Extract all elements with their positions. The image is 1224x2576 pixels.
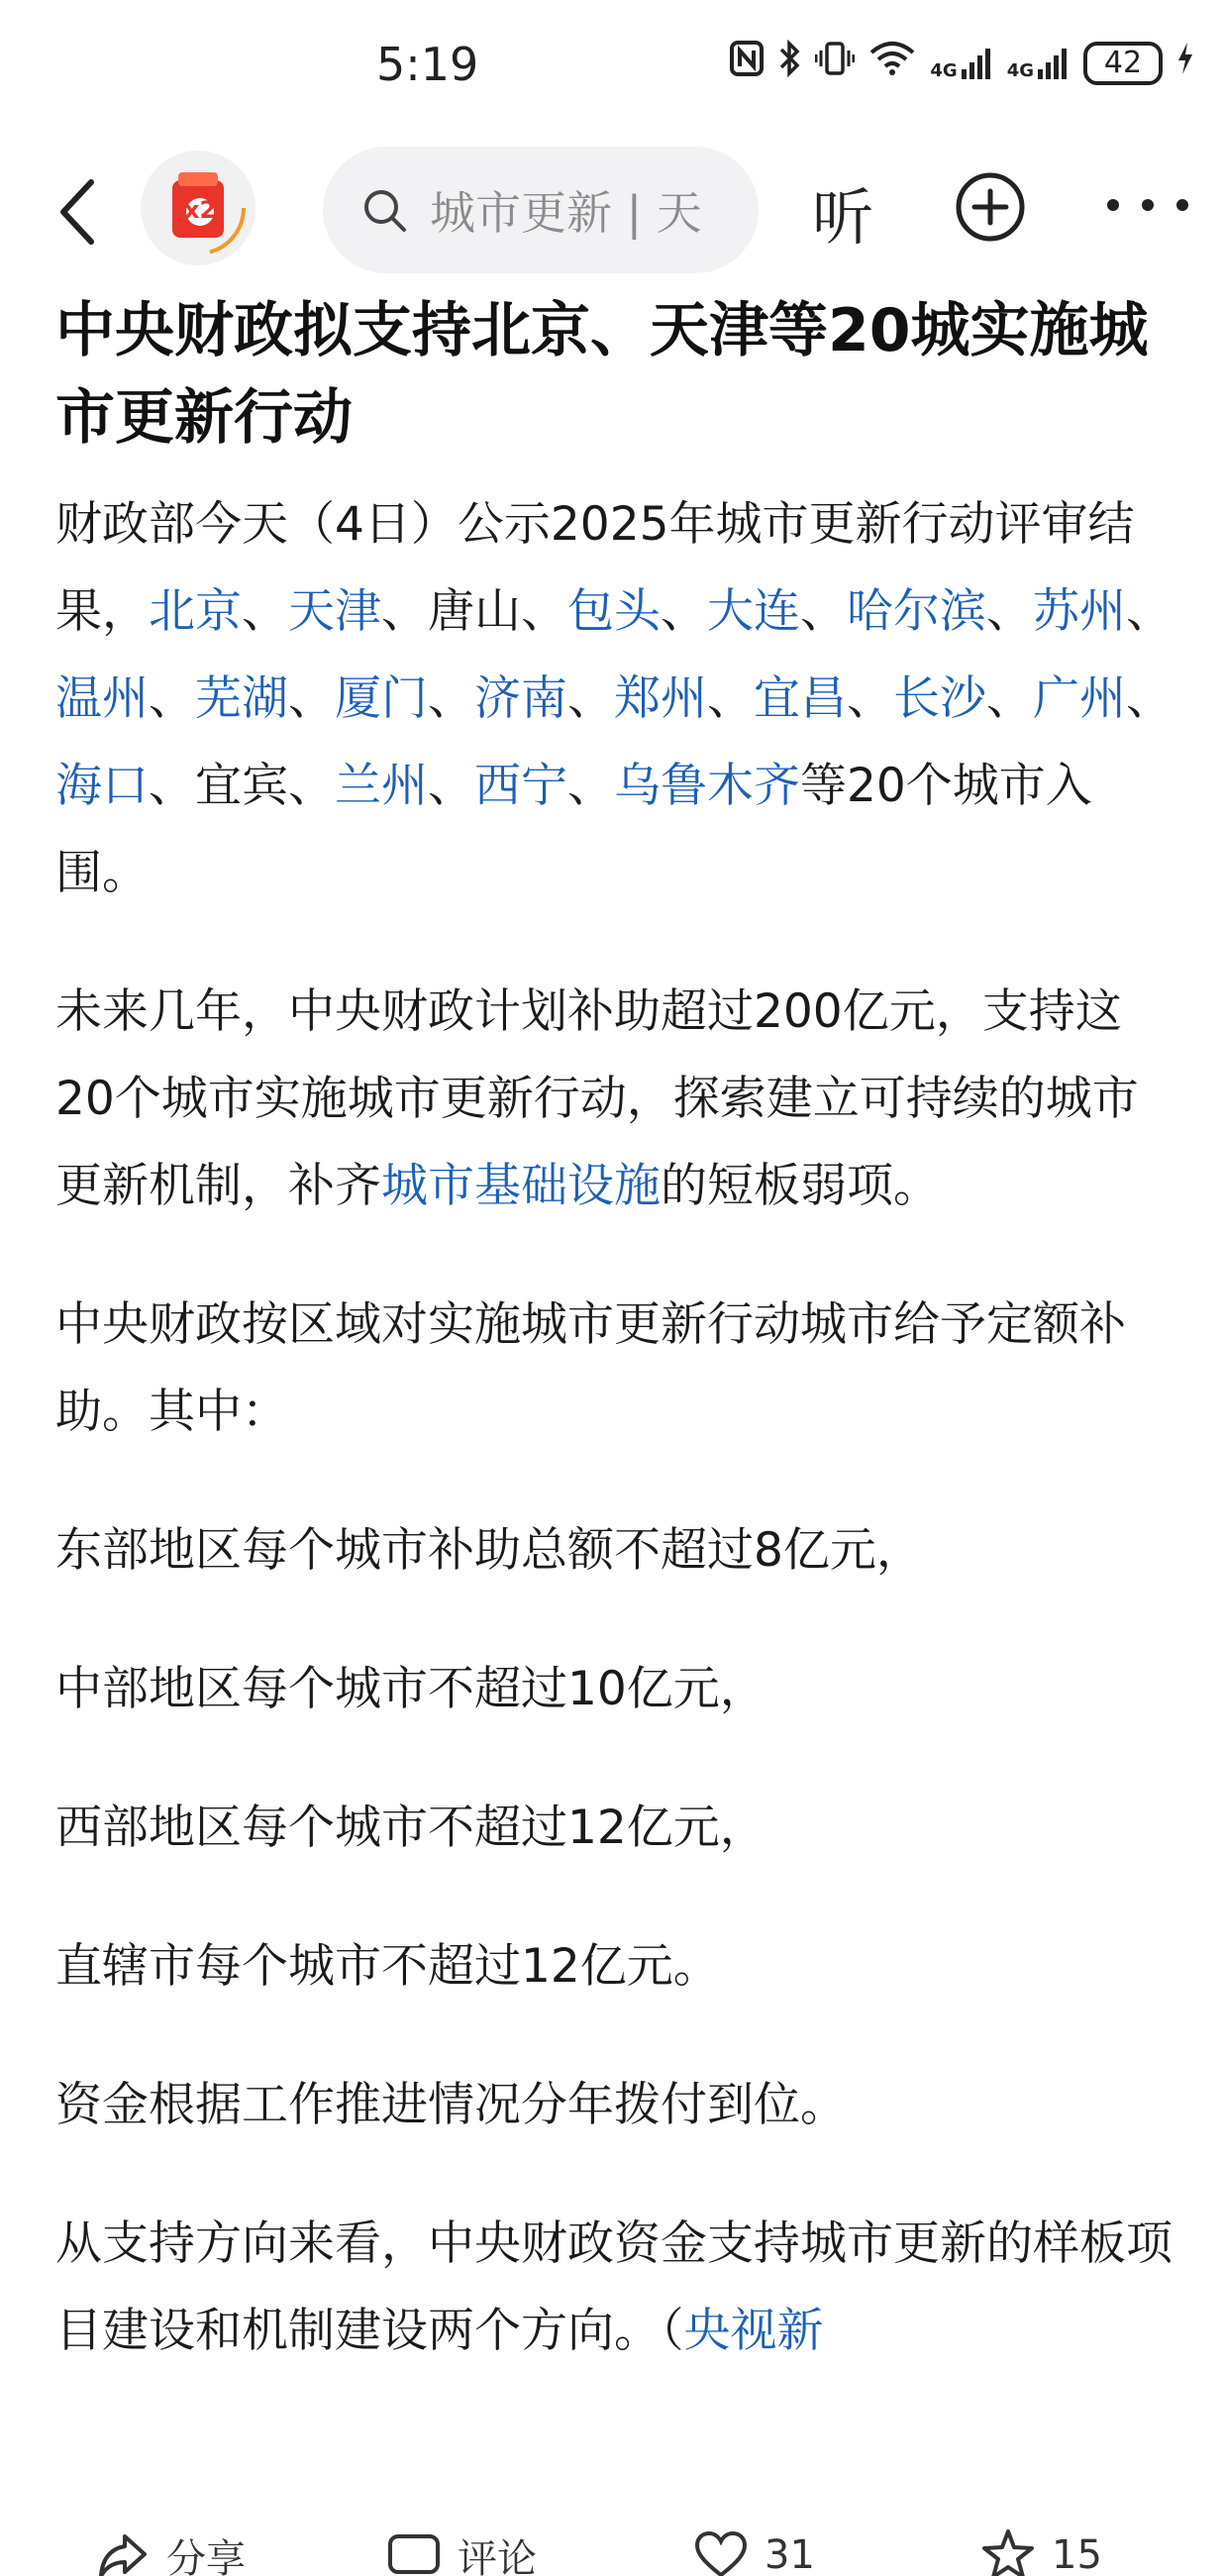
- city-link[interactable]: 北京: [149, 584, 242, 639]
- city-link[interactable]: 厦门: [335, 671, 428, 726]
- paragraph-text: 财政部今天（4日）公示2025年城市更新行动评审结果，: [55, 497, 1135, 639]
- share-label: 分享: [166, 2536, 246, 2576]
- city-link[interactable]: 海口: [55, 759, 149, 813]
- paragraph-9: [55, 2201, 1174, 2375]
- city-link[interactable]: 兰州: [335, 759, 428, 813]
- app-logo[interactable]: [141, 151, 255, 265]
- city-link[interactable]: 温州: [55, 671, 149, 726]
- source-link[interactable]: 央视新: [683, 2304, 824, 2358]
- city-link[interactable]: 郑州: [614, 671, 707, 726]
- paragraph-8: 资金根据工作推进情况分年拨付到位。: [55, 2078, 847, 2132]
- star-icon: [980, 2527, 1036, 2576]
- signal-4g-icon-2: 4G: [1007, 46, 1070, 81]
- comment-icon: [386, 2528, 442, 2576]
- city-link[interactable]: 长沙: [893, 671, 986, 726]
- signal-4g-icon: 4G: [930, 46, 992, 81]
- city-link[interactable]: 芜湖: [195, 671, 288, 726]
- favorite-button[interactable]: [980, 2527, 1102, 2576]
- comment-label: 评论: [458, 2536, 537, 2576]
- search-icon: [360, 186, 408, 234]
- status-time: 5:19: [376, 38, 479, 91]
- like-count: 31: [765, 2532, 815, 2576]
- paragraph-5: 中部地区每个城市不超过10亿元，: [55, 1662, 766, 1716]
- share-button[interactable]: [95, 2527, 246, 2576]
- paragraph-3: 中央财政按区域对实施城市更新行动城市给予定额补助。其中：: [55, 1297, 1126, 1439]
- paragraph-text: 的短板弱项。: [661, 1159, 940, 1213]
- paragraph-7: 直辖市每个城市不超过12亿元。: [55, 1939, 720, 1994]
- paragraph-4: 东部地区每个城市补助总额不超过8亿元，: [55, 1523, 923, 1578]
- search-bar[interactable]: [323, 147, 759, 273]
- back-button[interactable]: [50, 172, 109, 252]
- share-icon: [95, 2528, 151, 2576]
- city-link[interactable]: 西宁: [474, 759, 567, 813]
- favorite-count: 15: [1052, 2532, 1102, 2576]
- city-link[interactable]: 大连: [707, 584, 800, 639]
- comment-button[interactable]: [386, 2527, 537, 2576]
- paragraph-1: 财政部今天（4日）公示2025年城市更新行动评审结果，北京、天津、唐山、包头、大连、哈尔滨、苏州、温州、芜湖、厦门、济南、郑州、宜昌、长沙、广州、海口、宜宾、兰州、西宁、乌鲁木齐等20个城市入围。: [55, 497, 1173, 900]
- city-text: 唐山: [428, 584, 521, 639]
- search-placeholder: 城市更新 | 天: [430, 186, 702, 240]
- plus-circle-icon: [955, 171, 1026, 243]
- add-button[interactable]: [955, 171, 1026, 243]
- city-link[interactable]: 苏州: [1033, 584, 1126, 639]
- battery-indicator: 42: [1083, 42, 1163, 85]
- bluetooth-icon: [777, 40, 801, 86]
- city-link[interactable]: 天津: [288, 584, 381, 639]
- paragraph-2: [55, 969, 1174, 1230]
- city-link[interactable]: 哈尔滨: [847, 584, 986, 639]
- status-icons: [730, 40, 1194, 86]
- city-link[interactable]: 包头: [567, 584, 661, 639]
- wifi-icon: [868, 41, 916, 85]
- status-bar: [0, 0, 1224, 139]
- more-button[interactable]: [1093, 180, 1202, 230]
- more-dots-icon: [1093, 180, 1202, 230]
- article-title: 中央财政拟支持北京、天津等20城实施城市更新行动: [55, 296, 1149, 453]
- listen-button[interactable]: 听: [812, 181, 874, 254]
- city-link[interactable]: 广州: [1033, 671, 1126, 726]
- city-link[interactable]: 宜昌: [754, 671, 847, 726]
- vibrate-icon: [815, 41, 855, 85]
- paragraph-text: 从支持方向来看，中央财政资金支持城市更新的样板项目建设和机制建设两个方向。（: [55, 2216, 1173, 2358]
- back-arrow-icon: [50, 172, 109, 252]
- city-link[interactable]: 乌鲁木齐: [614, 759, 800, 813]
- article-body: [55, 287, 1174, 2426]
- logo-badge: x2: [184, 196, 217, 224]
- paragraph-6: 西部地区每个城市不超过12亿元，: [55, 1801, 766, 1855]
- nfc-icon: [730, 41, 764, 85]
- infrastructure-link[interactable]: 城市基础设施: [381, 1159, 661, 1213]
- city-text: 宜宾: [195, 759, 288, 813]
- nav-bar: [0, 139, 1224, 277]
- city-link[interactable]: 济南: [474, 671, 567, 726]
- paragraph-text: 未来几年，中央财政计划补助超过200亿元，支持这20个城市实施城市更新行动，探索建立可持续的城市更新机制，补齐: [55, 984, 1139, 1213]
- heart-icon: [693, 2527, 749, 2576]
- charging-icon: [1176, 41, 1194, 85]
- bottom-action-bar: [0, 2516, 1224, 2576]
- paragraph-text: 等20个城市入围。: [55, 759, 1092, 900]
- like-button[interactable]: [693, 2527, 815, 2576]
